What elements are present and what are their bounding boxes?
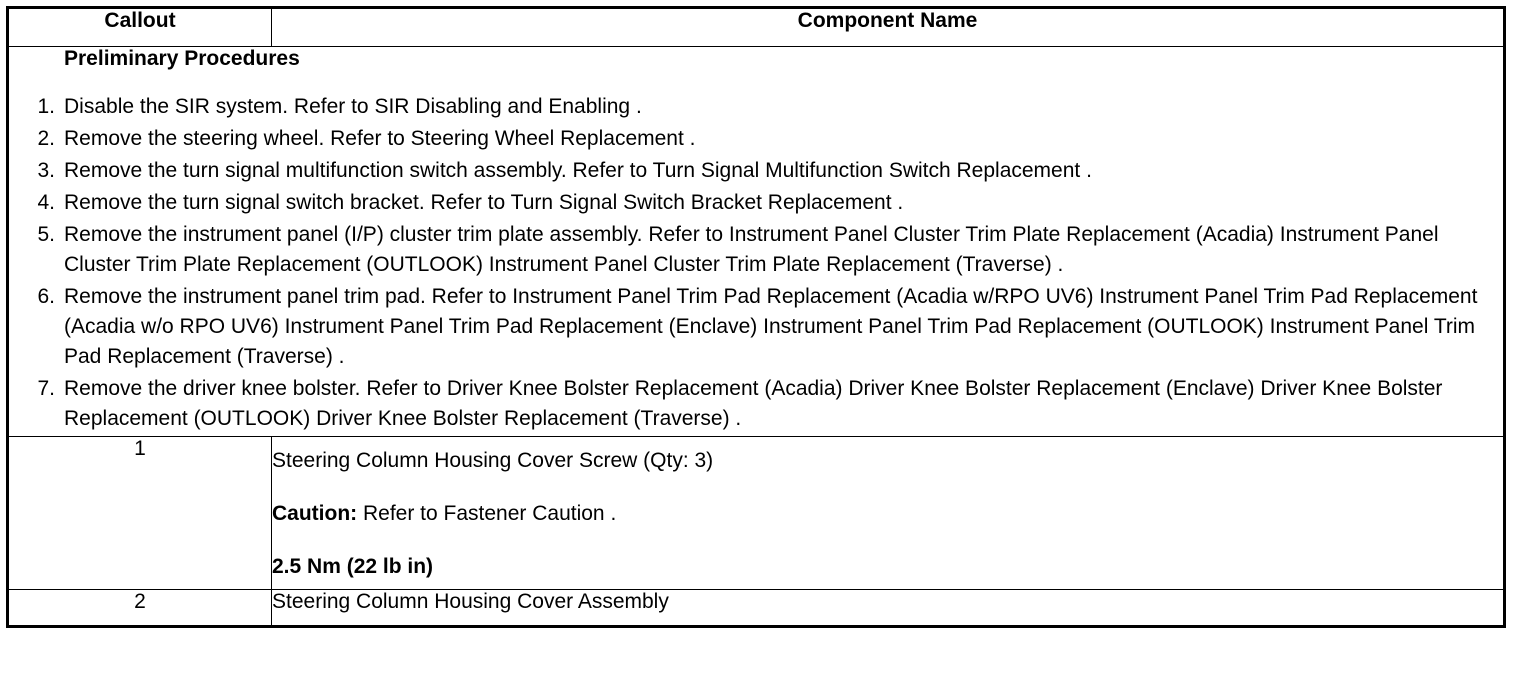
step-number: 3. <box>37 159 55 182</box>
caution-label: Caution: <box>272 502 358 525</box>
step-item <box>9 282 1503 372</box>
preliminary-cell <box>8 47 1505 437</box>
preliminary-steps <box>9 92 1503 434</box>
step-item <box>9 156 1503 186</box>
step-item <box>9 374 1503 434</box>
header-row <box>8 8 1505 47</box>
step-item <box>9 124 1503 154</box>
step-text: Remove the steering wheel. Refer to Steering Wheel Replacement . <box>64 127 696 150</box>
step-number: 6. <box>37 285 55 308</box>
step-text: Disable the SIR system. Refer to SIR Disabling and Enabling . <box>64 95 642 118</box>
preliminary-title: Preliminary Procedures <box>64 47 300 70</box>
step-item <box>9 92 1503 122</box>
header-component-name: Component Name <box>272 8 1505 47</box>
table-row <box>8 590 1505 627</box>
preliminary-row <box>8 47 1505 437</box>
step-number: 5. <box>37 223 55 246</box>
step-number: 4. <box>37 191 55 214</box>
step-text: Remove the instrument panel trim pad. Refer to Instrument Panel Trim Pad Replacement (Acadia w/RPO UV6) Instrument Panel Trim Pad Replacement (Acadia w/o RPO UV6) Instrument Panel Trim Pad Replacement (Enclave) Instrument Panel Trim Pad Replacement (OUTLOOK) Instrument Panel Trim Pad Replacement (Traverse) . <box>64 285 1478 368</box>
step-item <box>9 188 1503 218</box>
caution-note <box>272 501 1503 527</box>
caution-text: Refer to Fastener Caution . <box>357 502 617 525</box>
step-text: Remove the instrument panel (I/P) cluster trim plate assembly. Refer to Instrument Panel Cluster Trim Plate Replacement (Acadia) Instrument Panel Cluster Trim Plate Replacement (OUTLOOK) Instrument Panel Cluster Trim Plate Replacement (Traverse) . <box>64 223 1439 276</box>
component-name: Steering Column Housing Cover Screw (Qty: 3) <box>272 449 714 472</box>
component-name: Steering Column Housing Cover Assembly <box>272 590 1505 627</box>
callout-cell: 1 <box>8 437 272 590</box>
procedure-table <box>6 6 1506 628</box>
step-number: 2. <box>37 127 55 150</box>
step-text: Remove the turn signal switch bracket. Refer to Turn Signal Switch Bracket Replacement . <box>64 191 904 214</box>
step-number: 1. <box>37 95 55 118</box>
header-callout: Callout <box>8 8 272 47</box>
table-row <box>8 437 1505 590</box>
step-number: 7. <box>37 377 55 400</box>
callout-cell: 2 <box>8 590 272 627</box>
component-cell <box>272 437 1505 590</box>
step-text: Remove the turn signal multifunction switch assembly. Refer to Turn Signal Multifunction Switch Replacement . <box>64 159 1092 182</box>
step-text: Remove the driver knee bolster. Refer to Driver Knee Bolster Replacement (Acadia) Driver Knee Bolster Replacement (Enclave) Driver Knee Bolster Replacement (OUTLOOK) Driver Knee Bolster Replacement (Traverse) . <box>64 377 1443 430</box>
step-item <box>9 220 1503 280</box>
torque-spec: 2.5 Nm (22 lb in) <box>272 555 434 578</box>
